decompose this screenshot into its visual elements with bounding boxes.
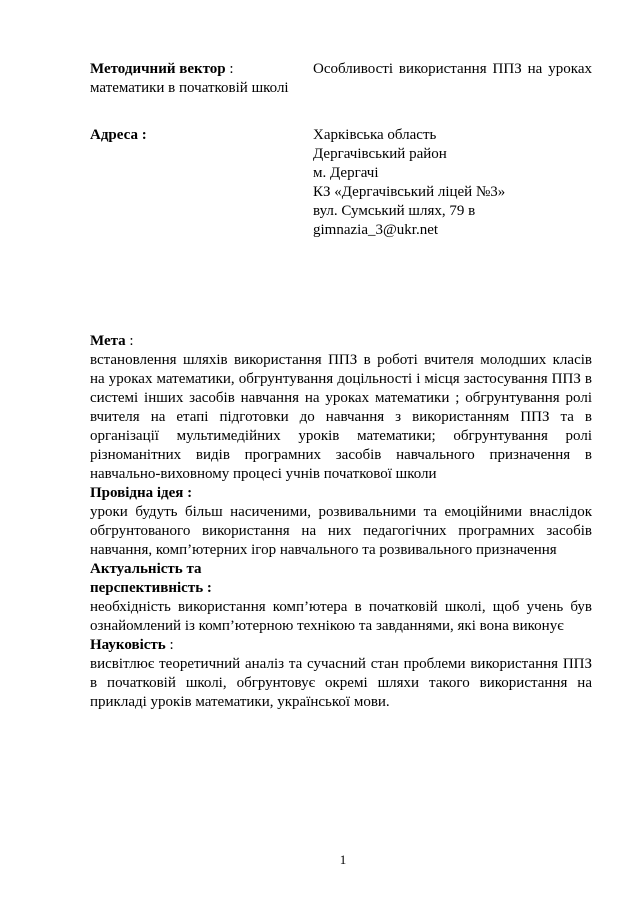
vector-label-colon: : (225, 61, 234, 77)
science-label-colon: : (165, 637, 174, 653)
vector-label-row (90, 60, 234, 79)
goal-text-line: вчителя на етапі підготовки до навчання з використанням ППЗ та в (90, 409, 592, 425)
science-label-row (90, 636, 592, 655)
science-text-line: висвітлює теоретичний аналіз та сучасний стан проблеми використання ППЗ (90, 656, 592, 672)
goal-text-line: різноманітних видів програмних засобів навчального призначення в (90, 447, 592, 463)
address-line: Харківська область (313, 127, 437, 143)
vector-title-line2: математики в початковій школі (90, 80, 289, 96)
idea-text-line: навчання, комп’ютерних ігор навчального та розвивального призначення (90, 542, 557, 558)
relevance-text-line: ознайомлений із комп’ютерною технікою та завданнями, які вона виконує (90, 618, 564, 634)
science-text-line: в початковій школі, обгрунтовує окремі шляхи такого використання на (90, 675, 592, 691)
science-label: Науковість (90, 637, 166, 653)
address-line: КЗ «Дергачівський ліцей №3» (313, 184, 506, 200)
relevance-label-line1: Актуальність та (90, 561, 202, 577)
goal-text-line: встановлення шляхів використання ППЗ в роботі вчителя молодших класів (90, 352, 592, 368)
vector-title-line1: Особливості використання ППЗ на уроках (313, 61, 592, 77)
relevance-label-line2: перспективність : (90, 580, 212, 596)
goal-text-line: навчально-виховному процесі учнів початкової школи (90, 466, 437, 482)
goal-label-colon: : (125, 333, 134, 349)
address-label: Адреса : (90, 127, 147, 143)
goal-label: Мета (90, 333, 126, 349)
address-line: м. Дергачі (313, 165, 379, 181)
idea-text-line: обгрунтованого використання на них педагогічних програмних засобів (90, 523, 592, 539)
idea-label: Провідна ідея : (90, 485, 193, 501)
address-line: Дергачівський район (313, 146, 447, 162)
page-number: 1 (339, 852, 347, 867)
science-text-line: прикладі уроків математики, української мови. (90, 694, 390, 710)
idea-text-line: уроки будуть більш насиченими, розвивальними та емоційними внаслідок (90, 504, 592, 520)
vector-label: Методичний вектор (90, 61, 226, 77)
address-line: вул. Сумський шлях, 79 в (313, 203, 476, 219)
relevance-text-line: необхідність використання комп’ютера в початковій школі, щоб учень був (90, 599, 592, 615)
address-email: gimnazia_3@ukr.net (313, 222, 439, 238)
goal-text-line: на уроках математики, обгрунтування доцільності і місця застосування ППЗ в (90, 371, 592, 387)
goal-text-line: системі інших засобів навчання на уроках математики ; обгрунтування ролі (90, 390, 592, 406)
address-block (313, 126, 593, 240)
goal-label-row (90, 332, 592, 351)
goal-section (90, 332, 592, 712)
goal-text-line: організації мультимедійних уроків математики; обгрунтування ролі (90, 428, 592, 444)
